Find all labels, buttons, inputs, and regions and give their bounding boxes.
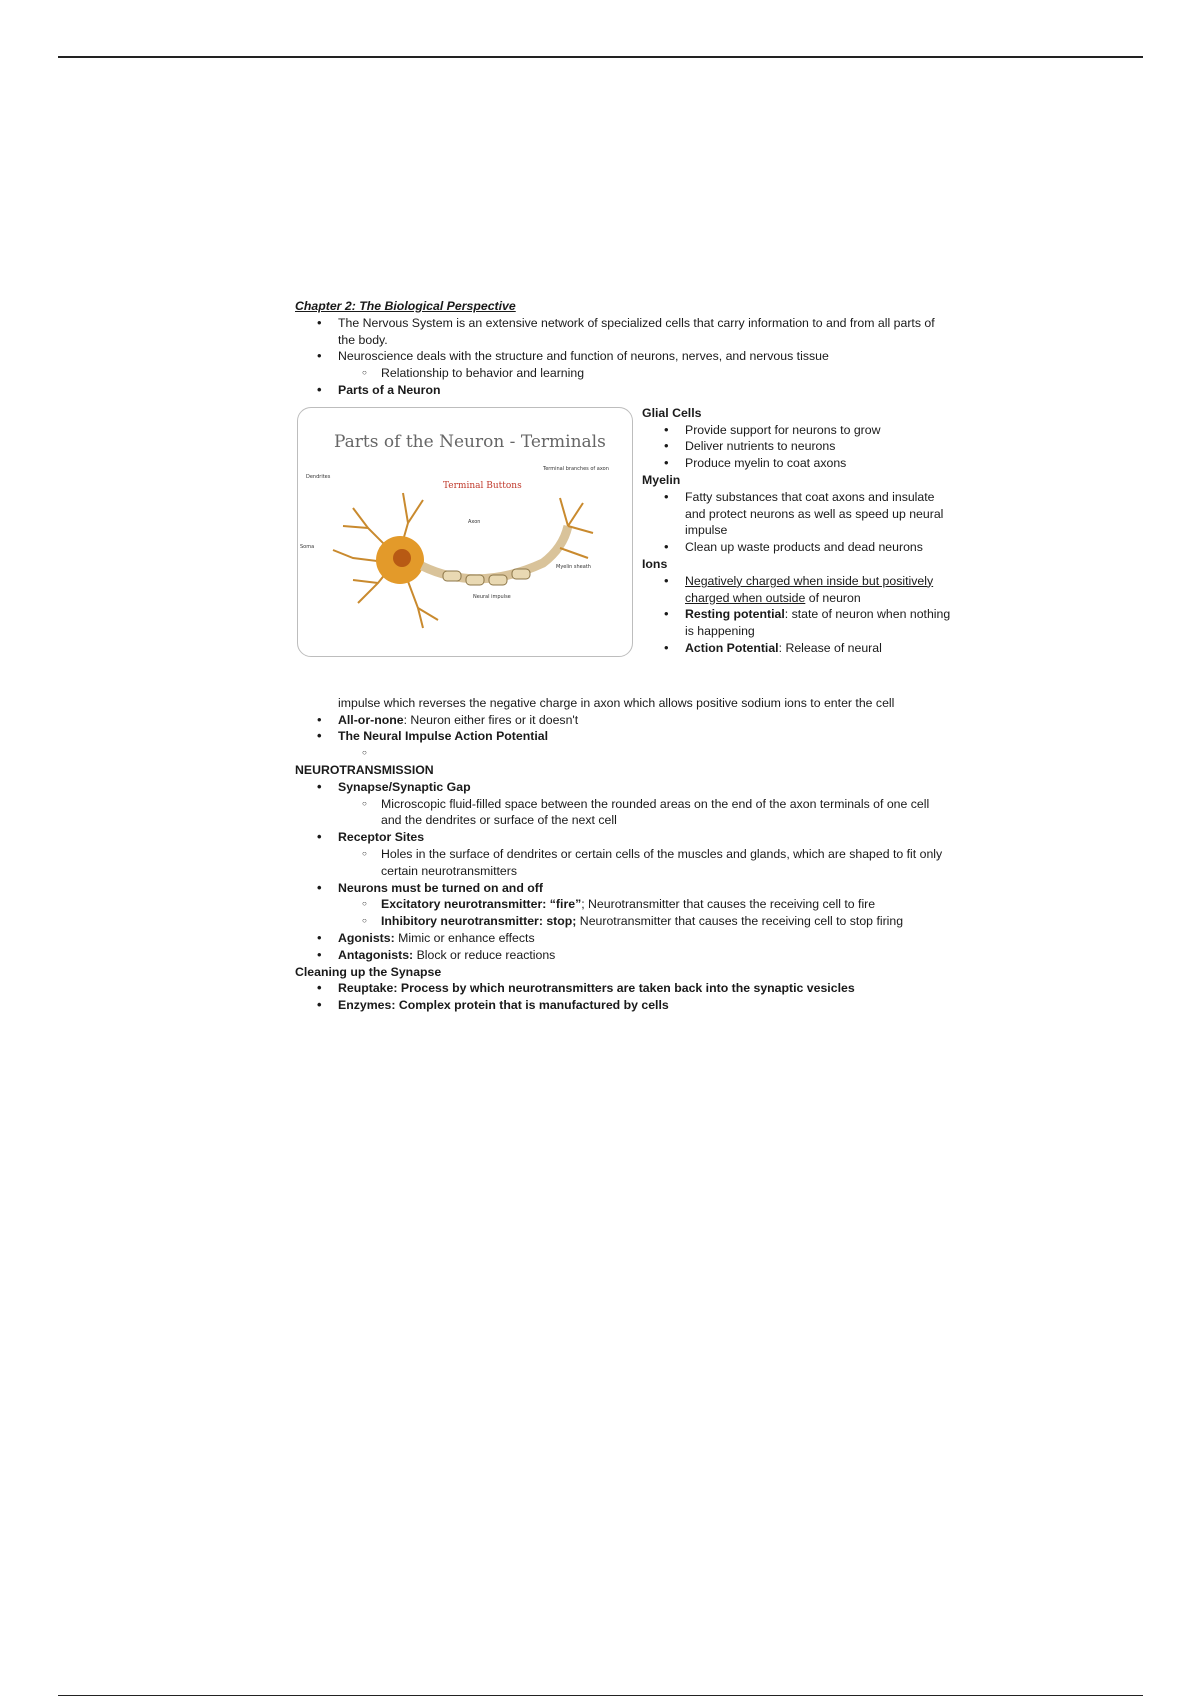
- axon-shape: [422, 526, 568, 579]
- terminal-buttons-label: Terminal Buttons: [443, 480, 522, 491]
- sub-list-item: ○ Holes in the surface of dendrites or certain cells of the muscles and glands, which are shaped to fit only certain neurotransmitters: [295, 846, 945, 880]
- sub-list-item: ○ Excitatory neurotransmitter: “fire”; Neurotransmitter that causes the receiving cell to fire: [295, 896, 945, 913]
- dendrites-label: Dendrites: [306, 473, 331, 480]
- myelin-sheath-label: Myelin sheath: [556, 563, 591, 570]
- list-item: • Neuroscience deals with the structure and function of neurons, nerves, and nervous tissue: [295, 348, 945, 365]
- list-item: • All-or-none: Neuron either fires or it doesn't: [295, 712, 945, 729]
- list-item: • Clean up waste products and dead neurons: [642, 539, 952, 556]
- list-item: • Provide support for neurons to grow: [642, 422, 952, 439]
- list-item: • Fatty substances that coat axons and insulate and protect neurons as well as speed up neural impulse: [642, 489, 952, 539]
- list-item: • Produce myelin to coat axons: [642, 455, 952, 472]
- neuron-illustration: [298, 408, 632, 656]
- list-item: • The Nervous System is an extensive network of specialized cells that carry information to and from all parts of the body.: [295, 315, 945, 349]
- ions-heading: Ions: [642, 556, 668, 571]
- cleaning-heading: Cleaning up the Synapse: [295, 964, 442, 979]
- header-rule: [58, 56, 1143, 58]
- axon-label: Axon: [468, 518, 481, 525]
- page-title: Chapter 2: The Biological Perspective: [295, 299, 516, 313]
- soma-label: Soma: [300, 543, 315, 550]
- ions-underlined-text: Negatively charged when inside but positively charged when outside: [685, 573, 934, 605]
- list-item: • Antagonists: Block or reduce reactions: [295, 947, 945, 964]
- figure-title: Parts of the Neuron - Terminals: [334, 431, 606, 452]
- list-item: • Neurons must be turned on and off: [295, 880, 945, 897]
- sub-list-item: ○ Inhibitory neurotransmitter: stop; Neurotransmitter that causes the receiving cell to stop firing: [295, 913, 945, 930]
- sub-list-item: ○ Relationship to behavior and learning: [295, 365, 945, 382]
- action-potential-continuation: impulse which reverses the negative charge in axon which allows positive sodium ions to enter the cell: [338, 695, 895, 710]
- neural-impulse-label: Neural impulse: [473, 593, 511, 600]
- sub-list-item: ○ Microscopic fluid-filled space between the rounded areas on the end of the axon terminals of one cell and the dendrites or surface of the next cell: [295, 796, 945, 830]
- list-item: • Agonists: Mimic or enhance effects: [295, 930, 945, 947]
- list-item: • Resting potential: state of neuron when nothing is happening: [642, 606, 952, 640]
- glial-heading: Glial Cells: [642, 405, 702, 420]
- neurotransmission-heading: NEUROTRANSMISSION: [295, 762, 434, 777]
- list-item: • Deliver nutrients to neurons: [642, 438, 952, 455]
- nucleus-shape: [393, 549, 411, 567]
- footer-rule: [58, 1695, 1143, 1696]
- parts-heading: • Parts of a Neuron: [295, 382, 945, 399]
- figure-row: [295, 405, 951, 691]
- list-item: • Action Potential: Release of neural: [642, 640, 952, 657]
- neuron-diagram: [297, 407, 633, 657]
- side-notes: [642, 405, 952, 657]
- list-item: • The Neural Impulse Action Potential: [295, 728, 945, 745]
- list-item: • Negatively charged when inside but positively charged when outside of neuron: [642, 573, 952, 607]
- document-body: [295, 298, 951, 1014]
- list-item: • Reuptake: Process by which neurotransmitters are taken back into the synaptic vesicles: [295, 980, 945, 997]
- myelin-heading: Myelin: [642, 472, 681, 487]
- list-item: • Enzymes: Complex protein that is manufactured by cells: [295, 997, 945, 1014]
- terminal-branches-label: Terminal branches of axon: [543, 465, 609, 472]
- list-item: • Synapse/Synaptic Gap: [295, 779, 945, 796]
- empty-sub-item: [295, 745, 945, 762]
- intro-list: [295, 315, 945, 399]
- list-item: • Receptor Sites: [295, 829, 945, 846]
